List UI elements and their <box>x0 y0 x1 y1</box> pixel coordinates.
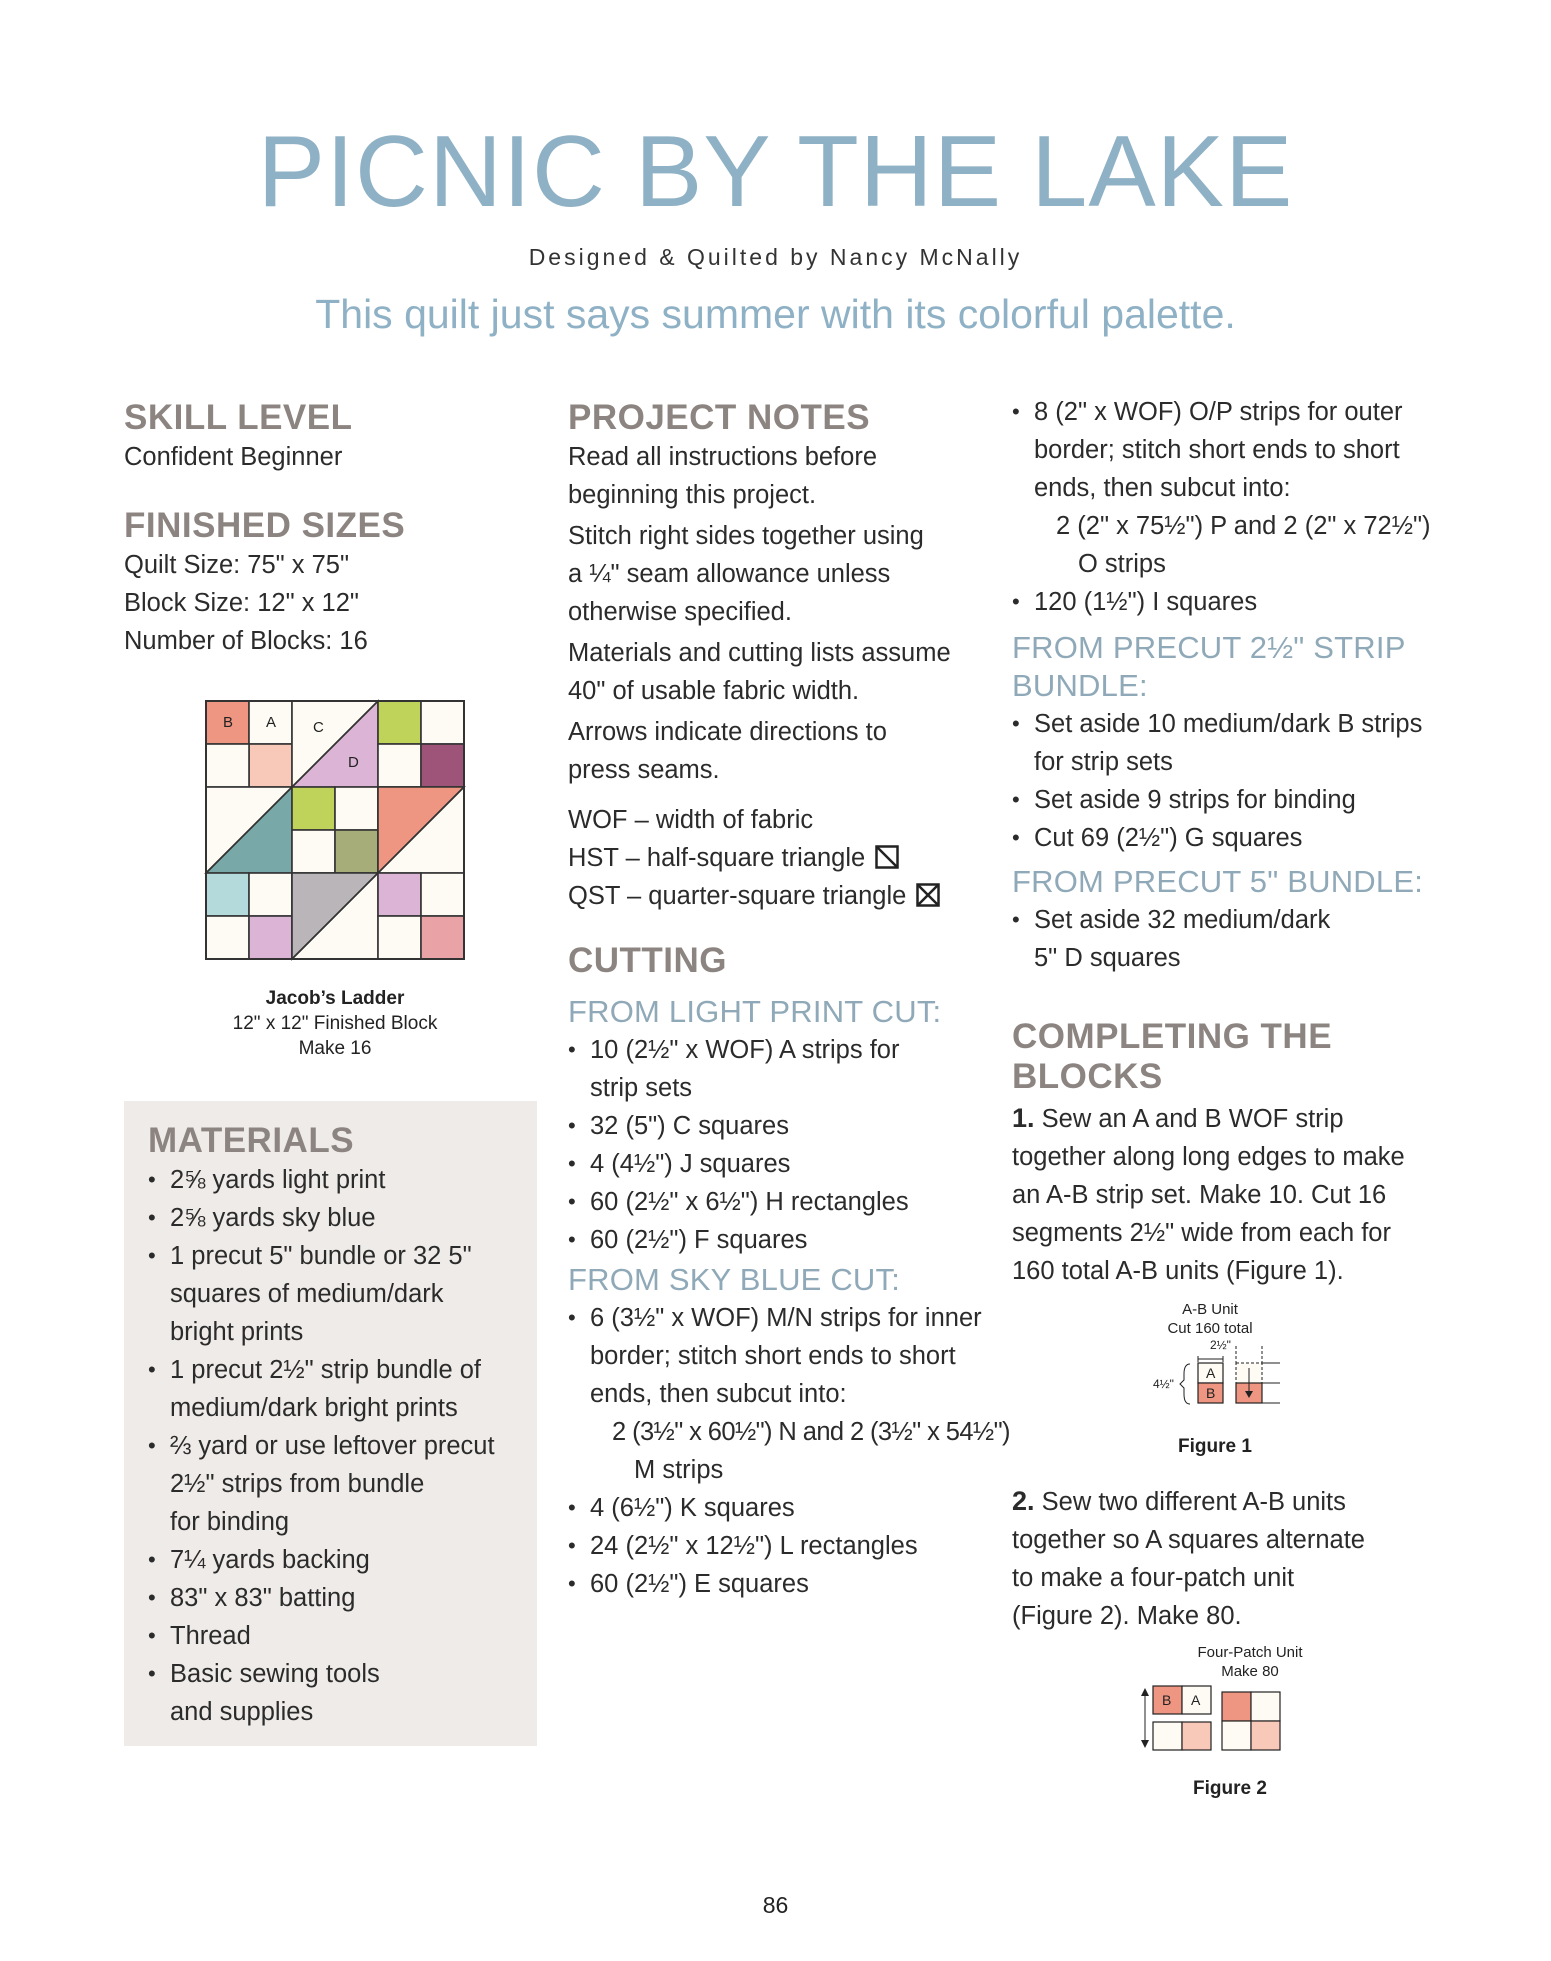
list-item: • 4 (4½") J squares <box>568 1145 998 1183</box>
strip-bundle-heading: FROM PRECUT 2½" STRIP BUNDLE: <box>1012 630 1406 703</box>
materials-heading: MATERIALS <box>148 1121 355 1160</box>
list-item: • 24 (2½" x 12½") L rectangles <box>568 1527 998 1565</box>
list-item: • Thread <box>148 1617 528 1655</box>
five-bundle-list <box>1012 901 1432 977</box>
finished-size-item: Quilt Size: 75" x 75" <box>124 551 350 579</box>
figure-2-sub: Make 80 <box>1221 1663 1279 1680</box>
page-number: 86 <box>762 1892 789 1918</box>
finished-size-item: Number of Blocks: 16 <box>124 627 368 655</box>
figure-2-label: Figure 2 <box>1193 1778 1267 1799</box>
label-b: B <box>223 714 234 731</box>
cutting-heading: CUTTING <box>568 941 728 980</box>
project-notes <box>568 438 998 789</box>
column-left <box>124 398 544 660</box>
patch-b <box>206 744 249 787</box>
strip-bundle-list <box>1012 705 1432 857</box>
block-caption-title: Jacob’s Ladder <box>265 988 405 1009</box>
list-item: • 83" x 83" batting <box>148 1579 528 1617</box>
list-item: • 120 (1½") I squares <box>1012 583 1432 621</box>
sky-blue-list <box>568 1299 1010 1603</box>
figure-1-ab-unit <box>1150 1336 1280 1412</box>
figure-2-title: Four-Patch Unit <box>1197 1644 1303 1661</box>
figure-2-caption <box>1180 1643 1320 1681</box>
block-caption-size: 12" x 12" Finished Block <box>232 1013 438 1034</box>
list-item: • Set aside 32 medium/dark 5" D squares <box>1012 901 1432 977</box>
list-item: • 60 (2½" x 6½") H rectangles <box>568 1183 998 1221</box>
list-item: • 2⅝ yards sky blue <box>148 1199 528 1237</box>
completing-heading: COMPLETING THE BLOCKS <box>1012 1017 1333 1096</box>
list-item: • 60 (2½") F squares <box>568 1221 998 1259</box>
svg-text:A: A <box>1206 1365 1216 1381</box>
list-item: • 8 (2" x WOF) O/P strips for outer border; stitch short ends to short ends, then subcut into: 2 (2" x 75½") P and 2 (2" x 72½") O strips <box>1012 393 1432 583</box>
list-item: • 10 (2½" x WOF) A strips for strip sets <box>568 1031 998 1107</box>
note-paragraph: Read all instructions before beginning this project. <box>568 443 878 509</box>
label-d: D <box>348 754 359 771</box>
skill-level-value: Confident Beginner <box>124 443 343 471</box>
patch-light <box>249 744 292 787</box>
light-print-list <box>568 1031 998 1259</box>
list-item: • Set aside 10 medium/dark B strips for strip sets <box>1012 705 1432 781</box>
column-middle <box>568 398 1010 1603</box>
finished-sizes-heading: FINISHED SIZES <box>124 506 406 545</box>
list-item: • 4 (6½") K squares <box>568 1489 998 1527</box>
list-item: • 32 (5") C squares <box>568 1107 998 1145</box>
block-caption <box>184 986 486 1061</box>
list-item: • 1 precut 5" bundle or 32 5" squares of medium/dark bright prints <box>148 1237 528 1351</box>
list-item: • ⅔ yard or use leftover precut 2½" strips from bundle for binding <box>148 1427 528 1541</box>
list-item: • 2⅝ yards light print <box>148 1161 528 1199</box>
project-notes-heading: PROJECT NOTES <box>568 398 871 437</box>
sky-blue-heading: FROM SKY BLUE CUT: <box>568 1262 901 1297</box>
step-2: 2. Sew two different A-B units together so A squares alternate to make a four-patch unit (Figure 2). Make 80. <box>1012 1486 1365 1630</box>
step-1: 1. Sew an A and B WOF strip together along long edges to make an A-B strip set. Make 10. Cut 16 segments 2½" wide from each for 160 total A-B units (Figure 1). <box>1012 1103 1405 1285</box>
list-item: • Basic sewing tools and supplies <box>148 1655 528 1731</box>
abbreviations <box>568 801 998 915</box>
abbrev-qst: QST – quarter-square triangle <box>568 877 998 915</box>
finished-size-item: Block Size: 12" x 12" <box>124 589 359 617</box>
qst-icon <box>916 883 940 907</box>
figure-1-caption <box>1150 1300 1270 1338</box>
svg-text:4½": 4½" <box>1153 1377 1174 1391</box>
block-caption-make: Make 16 <box>298 1038 372 1059</box>
list-item: • 1 precut 2½" strip bundle of medium/dark bright prints <box>148 1351 528 1427</box>
label-c: C <box>313 719 324 736</box>
skill-level-heading: SKILL LEVEL <box>124 398 353 437</box>
svg-text:B: B <box>1162 1692 1172 1708</box>
byline: Designed & Quilted by Nancy McNally <box>528 244 1023 270</box>
materials <box>148 1121 528 1731</box>
note-paragraph: Stitch right sides together using a ¼" seam allowance unless otherwise specified. <box>568 522 924 626</box>
figure-1-title: A-B Unit <box>1182 1301 1238 1318</box>
materials-list <box>148 1161 528 1731</box>
list-item: • Cut 69 (2½") G squares <box>1012 819 1432 857</box>
svg-text:B: B <box>1206 1385 1216 1401</box>
figure-2-four-patch <box>1140 1682 1282 1754</box>
light-print-heading: FROM LIGHT PRINT CUT: <box>568 994 942 1029</box>
five-bundle-heading: FROM PRECUT 5" BUNDLE: <box>1012 864 1424 899</box>
jacobs-ladder-block-diagram <box>204 699 466 961</box>
note-paragraph: Arrows indicate directions to press seams. <box>568 718 887 784</box>
page-title: PICNIC BY THE LAKE <box>257 116 1294 228</box>
note-paragraph: Materials and cutting lists assume 40" of usable fabric width. <box>568 639 951 705</box>
svg-text:A: A <box>1191 1692 1201 1708</box>
label-a: A <box>266 714 277 731</box>
column-right <box>1012 393 1432 1290</box>
list-item: • 60 (2½") E squares <box>568 1565 998 1603</box>
svg-text:2½": 2½" <box>1210 1338 1231 1352</box>
list-item: • 6 (3½" x WOF) M/N strips for inner border; stitch short ends to short ends, then subcut into: 2 (3½" x 60½") N and 2 (3½" x 54½") M strips <box>568 1299 998 1489</box>
figure-1-label: Figure 1 <box>1178 1436 1252 1457</box>
hst-icon <box>875 845 899 869</box>
figure-1-sub: Cut 160 total <box>1167 1320 1253 1337</box>
sky-blue-list-continued <box>1012 393 1432 621</box>
abbrev-hst: HST – half-square triangle <box>568 839 998 877</box>
list-item: • Set aside 9 strips for binding <box>1012 781 1432 819</box>
abbrev-wof: WOF – width of fabric <box>568 806 814 834</box>
list-item: • 7¼ yards backing <box>148 1541 528 1579</box>
tagline: This quilt just says summer with its colorful palette. <box>315 291 1236 337</box>
